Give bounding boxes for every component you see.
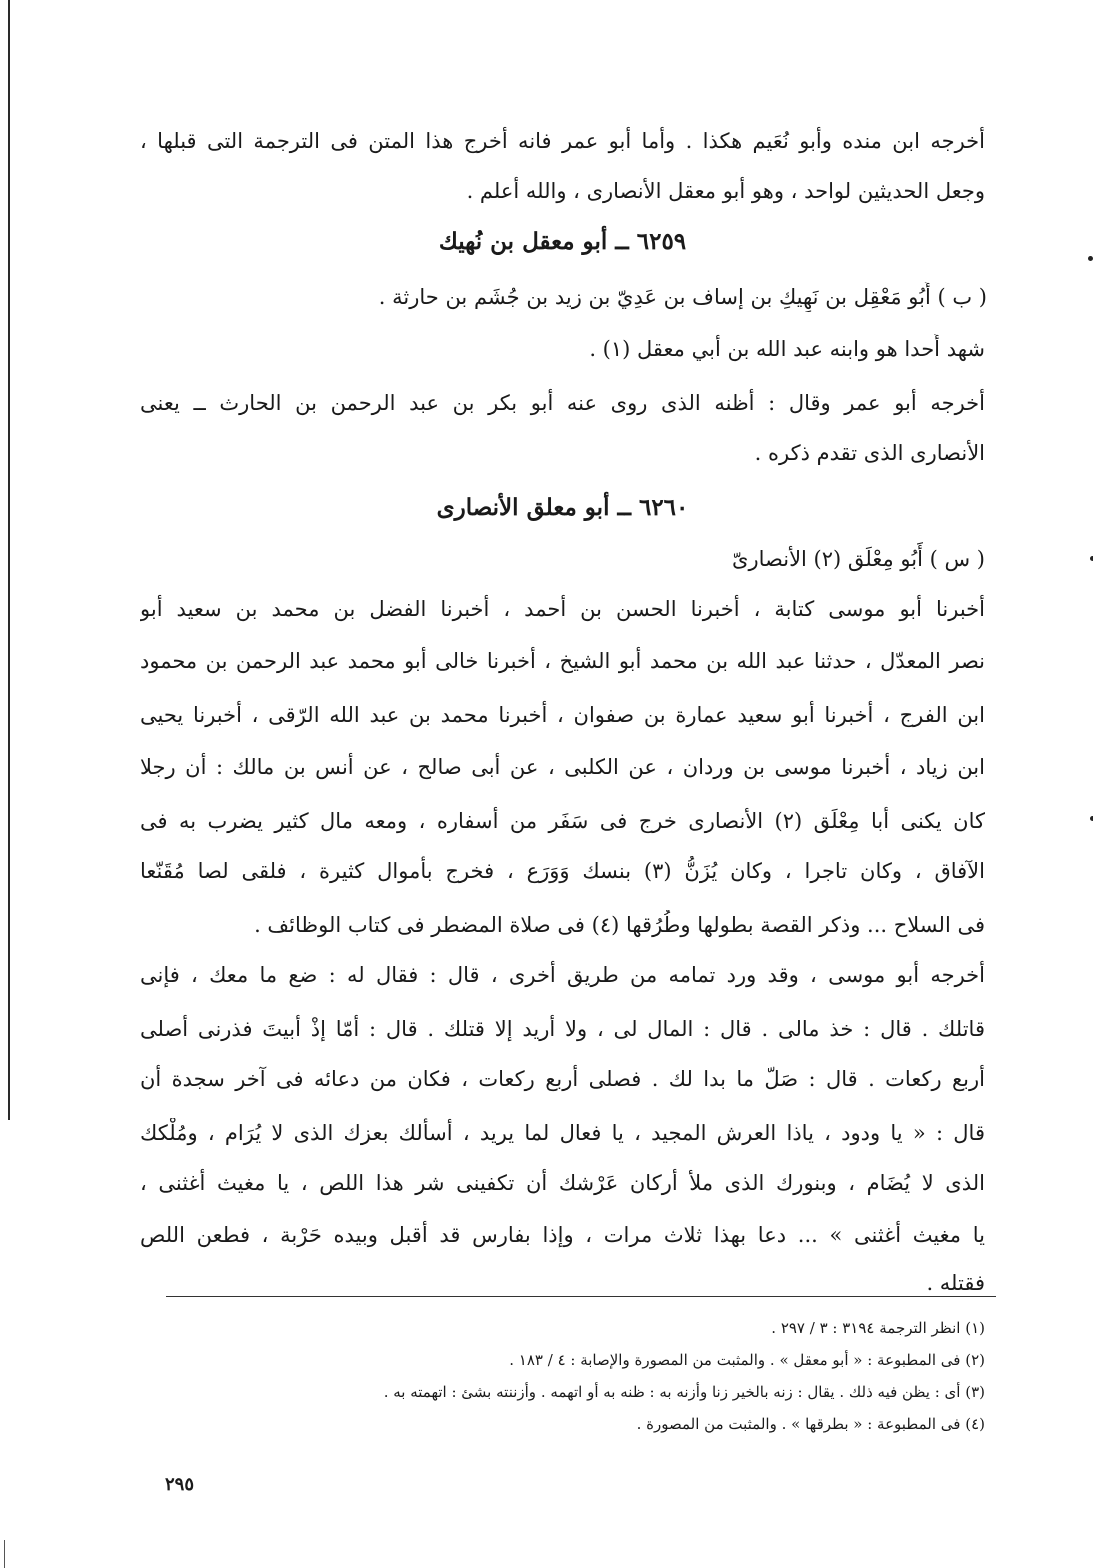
body-line: شهد أُحدا هو وابنه عبد الله بن أبي معقل (١) .: [589, 337, 985, 361]
body-line: كان يكنى أبا مِعْلَق (٢) الأنصارى خرج فى سَفَر من أسفاره ، ومعه مال كثير يضرب به فى: [140, 809, 985, 833]
body-line: فقتله .: [926, 1271, 985, 1295]
entry-intro-line: ( ب ) أَبُو مَعْقِل بن نَهِيكِ بن إساف بن عَدِيّ بن زيد بن جُشَم بن حارثة .: [378, 285, 987, 309]
body-line: ابن الفرج ، أخبرنا أبو سعيد عمارة بن صفوان ، أخبرنا محمد بن عبد الله الرّقى ، أخبرنا يحيى: [140, 703, 985, 727]
body-line: الذى لا يُضَام ، وبنورك الذى ملأ أركان عَرْشك أن تكفينى شر هذا اللص ، يا مغيث أغثنى ،: [140, 1171, 985, 1195]
footnote: (٢) فى المطبوعة : « أبو معقل » . والمثبت من المصورة والإصابة : ٤ / ١٨٣ .: [509, 1351, 985, 1369]
body-line: أخرجه ابن منده وأبو نُعَيم هكذا . وأما أبو عمر فانه أخرج هذا المتن فى الترجمة التى قبلها ،: [140, 129, 985, 153]
body-line: نصر المعدّل ، حدثنا عبد الله بن محمد أبو الشيخ ، أخبرنا خالى أبو محمد عبد الرحمن بن محمود: [140, 649, 985, 673]
body-line: قاتلك . قال : خذ مالى . قال : المال لى ، ولا أريد إلا قتلك . قال : أمّا إذْ أبيتَ فذرنى أصلى: [140, 1017, 985, 1041]
footnote-separator: [166, 1296, 996, 1297]
footnote: (٤) فى المطبوعة : « بطرقها » . والمثبت من المصورة .: [636, 1415, 985, 1433]
body-line: الآفاق ، وكان تاجرا ، وكان يُزَنُّ (٣) بنسك وَوَرَع ، فخرج بأموال كثيرة ، فلقى لصا مُقَنّعا: [140, 859, 985, 883]
body-line: أخرجه أبو موسى ، وقد ورد تمامه من طريق أخرى ، قال : فقال له : ضع ما معك ، فإنى: [140, 963, 985, 987]
entry-intro-line: ( س ) أَبُو مِعْلَق (٢) الأنصارىّ: [732, 547, 985, 571]
body-line: الأنصارى الذى تقدم ذكره .: [754, 441, 985, 465]
entry-heading: ٦٢٥٩ ــ أبو معقل بن نُهيك: [438, 228, 687, 255]
scan-speck: [1088, 256, 1093, 261]
body-line: أخبرنا أبو موسى كتابة ، أخبرنا الحسن بن أحمد ، أخبرنا الفضل بن محمد بن سعيد أبو: [140, 597, 985, 621]
entry-heading: ٦٢٦٠ ــ أبو معلق الأنصارى: [436, 494, 689, 521]
footnote: (٣) أى : يظن فيه ذلك . يقال : زنه بالخير زنا وأزنه به : ظنه به أو اتهمه . وأزننته بشئ : اتهمته به .: [383, 1383, 985, 1401]
body-line: يا مغيث أغثنى » ... دعا بهذا ثلاث مرات ، وإذا بفارس قد أقبل وبيده حَرْبة ، فطعن اللص: [140, 1223, 985, 1247]
body-line: ابن زياد ، أخبرنا موسى بن وردان ، عن الكلبى ، عن أبى صالح ، عن أنس بن مالك : أن رجلا: [140, 755, 985, 779]
page-number: ٢٩٥: [165, 1474, 195, 1495]
footnote: (١) انظر الترجمة ٣١٩٤ : ٣ / ٢٩٧ .: [771, 1319, 985, 1337]
scan-left-edge-lower: [4, 1540, 5, 1568]
body-line: أخرجه أبو عمر وقال : أظنه الذى روى عنه أبو بكر بن عبد الرحمن بن الحارث ــ يعنى: [140, 391, 985, 415]
scan-left-edge: [8, 0, 10, 1120]
body-line: وجعل الحديثين لواحد ، وهو أبو معقل الأنصارى ، والله أعلم .: [466, 179, 985, 203]
body-line: أربع ركعات . قال : صَلّ ما بدا لك . فصلى أربع ركعات ، فكان من دعائه فى آخر سجدة أن: [140, 1067, 985, 1091]
body-line: قال : « يا ودود ، ياذا العرش المجيد ، يا فعال لما يريد ، أسألك بعزك الذى لا يُرَام ، ومُلْكك: [140, 1121, 985, 1145]
body-line: فى السلاح ... وذكر القصة بطولها وطُرُقها (٤) فى صلاة المضطر فى كتاب الوظائف .: [254, 913, 985, 937]
